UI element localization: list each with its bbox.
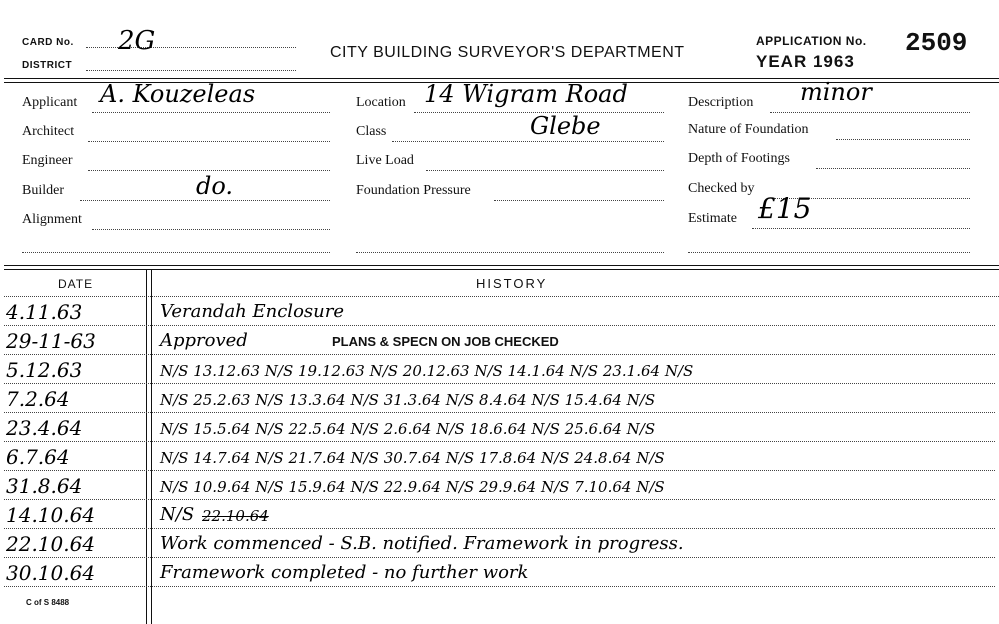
header-underline	[4, 296, 999, 297]
location-value: 14 Wigram Road	[424, 80, 628, 108]
year-label: YEAR 1963	[756, 52, 855, 71]
location-label: Location	[356, 95, 406, 110]
row-rule	[4, 470, 995, 471]
description-label: Description	[688, 95, 754, 110]
live-load-line	[426, 170, 664, 171]
estimate-line	[752, 228, 970, 229]
card-no-value: 2G	[118, 26, 156, 56]
history-row	[0, 298, 999, 326]
history-row	[0, 530, 999, 558]
history-row	[0, 472, 999, 500]
history-date: 30.10.64	[6, 561, 96, 585]
history-entry: Work commenced - S.B. notified. Framework in progress.	[160, 533, 684, 554]
builder-line	[80, 200, 330, 201]
card-no-label: CARD No.	[22, 37, 74, 48]
row-rule	[4, 383, 995, 384]
history-entry: Approved	[160, 330, 248, 351]
alignment-label: Alignment	[22, 212, 82, 227]
row-rule	[4, 412, 995, 413]
date-column-header: DATE	[58, 277, 94, 291]
history-date: 4.11.63	[6, 300, 83, 324]
history-entry: N/S	[160, 504, 195, 525]
field-bottom-line-2	[356, 252, 664, 253]
history-date: 6.7.64	[6, 445, 70, 469]
history-date: 22.10.64	[6, 532, 96, 556]
builder-value: do.	[196, 172, 234, 200]
history-entry: Framework completed - no further work	[160, 562, 529, 583]
history-row	[0, 443, 999, 471]
row-rule	[4, 528, 995, 529]
history-date: 14.10.64	[6, 503, 96, 527]
estimate-label: Estimate	[688, 211, 737, 226]
architect-line	[88, 141, 330, 142]
engineer-label: Engineer	[22, 153, 73, 168]
history-entry: N/S 25.2.63 N/S 13.3.64 N/S 31.3.64 N/S 8.4.64 N/S 15.4.64 N/S	[160, 391, 656, 409]
history-entry: N/S 13.12.63 N/S 19.12.63 N/S 20.12.63 N/S 14.1.64 N/S 23.1.64 N/S	[160, 362, 694, 380]
alignment-line	[92, 229, 330, 230]
row-rule	[4, 557, 995, 558]
history-column-header: HISTORY	[476, 276, 548, 291]
history-row	[0, 356, 999, 384]
history-row	[0, 501, 999, 529]
district-line	[86, 70, 296, 71]
checked-stamp: PLANS & SPECN ON JOB CHECKED	[332, 334, 559, 349]
applicant-line	[92, 112, 330, 113]
department-title: CITY BUILDING SURVEYOR'S DEPARTMENT	[330, 44, 685, 61]
depth-of-footings-label: Depth of Footings	[688, 151, 790, 166]
class-value: Glebe	[530, 112, 601, 140]
history-date: 5.12.63	[6, 358, 83, 382]
history-row	[0, 559, 999, 587]
row-rule	[4, 354, 995, 355]
engineer-line	[88, 170, 330, 171]
history-row	[0, 327, 999, 355]
field-bottom-line-3	[688, 252, 970, 253]
class-line	[392, 141, 664, 142]
history-row	[0, 414, 999, 442]
estimate-value: £15	[758, 192, 812, 225]
history-entry: N/S 15.5.64 N/S 22.5.64 N/S 2.6.64 N/S 18.6.64 N/S 25.6.64 N/S	[160, 420, 656, 438]
history-entry: N/S 10.9.64 N/S 15.9.64 N/S 22.9.64 N/S 29.9.64 N/S 7.10.64 N/S	[160, 478, 665, 496]
foundation-pressure-label: Foundation Pressure	[356, 183, 471, 198]
history-top-rule-2	[4, 269, 999, 270]
row-rule	[4, 441, 995, 442]
description-value: minor	[800, 78, 872, 106]
live-load-label: Live Load	[356, 153, 414, 168]
applicant-value: A. Kouzeleas	[100, 80, 256, 108]
checked-by-label: Checked by	[688, 181, 755, 196]
depth-line	[816, 168, 970, 169]
history-top-rule	[4, 265, 999, 266]
foundation-pressure-line	[494, 200, 664, 201]
row-rule	[4, 499, 995, 500]
history-entry: N/S 14.7.64 N/S 21.7.64 N/S 30.7.64 N/S 17.8.64 N/S 24.8.64 N/S	[160, 449, 665, 467]
nature-line	[836, 139, 970, 140]
application-label: APPLICATION No.	[756, 34, 867, 48]
row-rule	[4, 586, 995, 587]
form-code: C of S 8488	[26, 598, 70, 607]
row-rule	[4, 325, 995, 326]
history-date: 31.8.64	[6, 474, 83, 498]
history-row	[0, 385, 999, 413]
nature-of-foundation-label: Nature of Foundation	[688, 122, 809, 137]
district-label: DISTRICT	[22, 60, 73, 71]
field-bottom-line-1	[22, 252, 330, 253]
history-date: 7.2.64	[6, 387, 70, 411]
history-entry: Verandah Enclosure	[160, 301, 344, 322]
description-line	[770, 112, 970, 113]
applicant-label: Applicant	[22, 95, 78, 110]
architect-label: Architect	[22, 124, 75, 139]
application-number: 2509	[905, 28, 968, 58]
history-date: 23.4.64	[6, 416, 83, 440]
struck-date: 22.10.64	[202, 507, 269, 525]
history-date: 29-11-63	[6, 329, 96, 353]
builder-label: Builder	[22, 183, 64, 198]
class-label: Class	[356, 124, 387, 139]
